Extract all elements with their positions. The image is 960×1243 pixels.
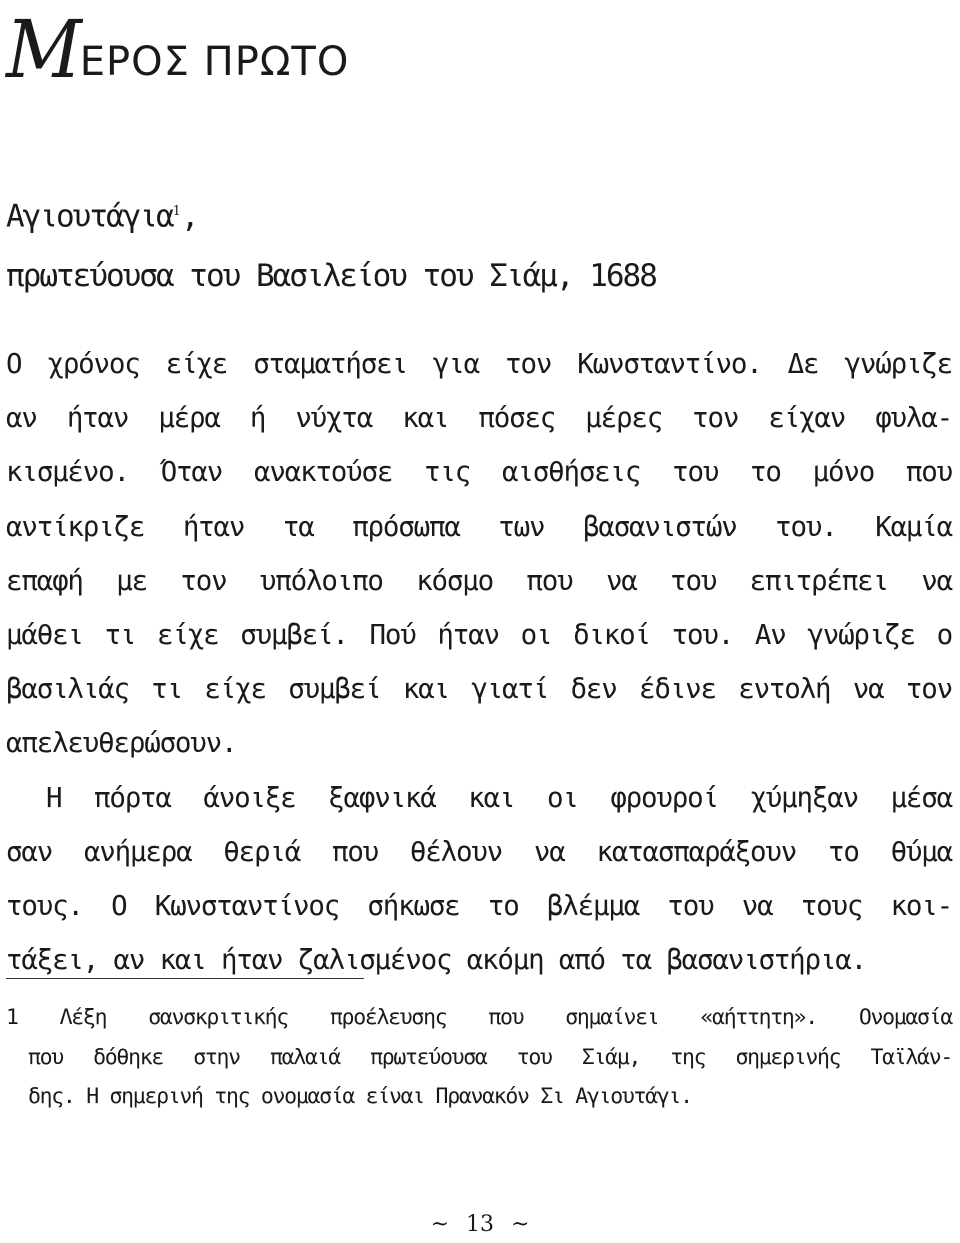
heading-line-2: πρωτεύουσα του Βασιλείου του Σιάμ, 1688	[6, 258, 656, 295]
body-text	[6, 337, 952, 987]
heading-line-1	[6, 182, 946, 246]
text-line: τους. Ο Κωνσταντίνος σήκωσε το βλέμμα του να τους κοι-	[6, 889, 952, 922]
footnote-divider	[6, 978, 364, 979]
footnote-reference: 1	[172, 204, 181, 219]
text-line: μάθει τι είχε συμβεί. Πού ήταν οι δικοί του. Αν γνώριζε ο	[6, 618, 952, 651]
heading-place: Αγιουτάγια	[6, 198, 173, 235]
text-line: τάξει, αν και ήταν ζαλισμένος ακόμη από τα βασανιστήρια.	[6, 944, 866, 977]
text-line: απελευθερώσουν.	[6, 727, 237, 760]
heading-place-suffix: ,	[180, 198, 198, 235]
part-title	[6, 3, 350, 97]
footnote-line: 1 Λέξη σανσκριτικής προέλευσης που σημαίνει «αήττητη». Ονομασία	[6, 1005, 952, 1030]
part-title-rest: ΕΡΟΣ ΠΡΩΤΟ	[79, 39, 350, 85]
text-line: βασιλιάς τι είχε συμβεί και γιατί δεν έδινε εντολή να τον	[6, 673, 952, 706]
footnote-line: δης. Η σημερινή της ονομασία είναι Πρανακόν Σι Αγιουτάγι.	[28, 1084, 692, 1109]
text-line: Ο χρόνος είχε σταματήσει για τον Κωνσταντίνο. Δε γνώριζε	[6, 348, 952, 380]
chapter-heading	[6, 182, 946, 306]
footnote	[6, 998, 952, 1117]
part-title-initial: Μ	[6, 3, 80, 97]
text-line: κισμένο. Όταν ανακτούσε τις αισθήσεις του το μόνο που	[6, 456, 952, 489]
page-number: ~ 13 ~	[430, 1212, 530, 1237]
text-line: σαν ανήμερα θεριά που θέλουν να κατασπαράξουν το θύμα	[6, 835, 952, 868]
text-line: Η πόρτα άνοιξε ξαφνικά και οι φρουροί χύμηξαν μέσα	[46, 781, 952, 814]
footnote-line: που δόθηκε στην παλαιά πρωτεύουσα του Σιάμ, της σημερινής Ταϊλάν-	[28, 1044, 952, 1070]
text-line: αντίκριζε ήταν τα πρόσωπα των βασανιστών του. Καμία	[6, 510, 952, 543]
text-line: επαφή με τον υπόλοιπο κόσμο που να του επιτρέπει να	[6, 564, 952, 597]
text-line: αν ήταν μέρα ή νύχτα και πόσες μέρες τον είχαν φυλα-	[6, 402, 952, 435]
